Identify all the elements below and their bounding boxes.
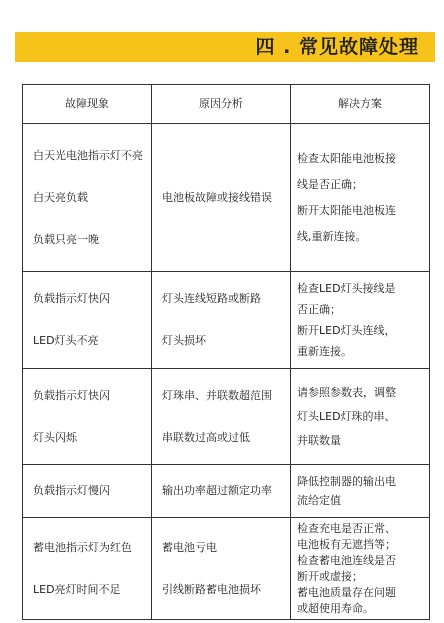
column-header-solution: 解决方案: [291, 85, 430, 124]
cause-cell: [152, 124, 291, 272]
symptom-text: LED亮灯时间不足: [33, 582, 121, 596]
cause-text: 电池板故障或接线错误: [162, 190, 272, 204]
solution-text: 检查充电是否正常、: [297, 521, 396, 535]
solution-cell: [291, 272, 430, 369]
symptom-text: 白天亮负载: [33, 190, 88, 204]
cause-cell: [152, 465, 291, 518]
solution-text: 线是否正确；: [297, 177, 363, 191]
solution-text: 灯头LED灯珠的串、: [297, 409, 396, 423]
cause-text: 引线断路蓄电池损坏: [162, 582, 261, 596]
symptom-text: 负载指示灯慢闪: [33, 484, 110, 497]
column-header-symptom: 故障现象: [23, 85, 152, 124]
solution-text: 检查蓄电池连线是否: [297, 553, 396, 567]
symptom-cell: [23, 124, 152, 272]
symptom-cell: [23, 518, 152, 620]
column-header-cause: 原因分析: [152, 85, 291, 124]
solution-text: 流给定值: [297, 494, 341, 507]
section-title: 四 . 常见故障处理: [255, 36, 419, 58]
symptom-text: 蓄电池指示灯为红色: [33, 540, 132, 554]
symptom-text: 负载指示灯快闪: [33, 292, 110, 305]
solution-cell: [291, 124, 430, 272]
solution-cell: [291, 465, 430, 518]
solution-text: 电池板有无遮挡等；: [297, 537, 396, 551]
solution-text: 断开太阳能电池板连: [297, 203, 396, 217]
section-header-bar: [15, 32, 435, 62]
symptom-cell: [23, 272, 152, 369]
solution-text: 断开LED灯头连线，: [297, 324, 396, 337]
cause-text: 串联数过高或过低: [162, 430, 250, 444]
solution-text: 断开或虚接；: [297, 569, 363, 583]
troubleshooting-table: [22, 84, 430, 620]
table-row: [23, 518, 430, 620]
table-row: [23, 272, 430, 369]
cause-text: 灯头损坏: [162, 334, 206, 347]
cause-text: 灯珠串、并联数超范围: [162, 388, 272, 402]
solution-text: 线,重新连接。: [297, 229, 367, 243]
table-header-row: [23, 85, 430, 124]
symptom-text: 白天光电池指示灯不亮: [33, 148, 143, 162]
solution-text: 重新连接。: [297, 345, 352, 358]
solution-cell: [291, 369, 430, 465]
solution-text: 检查LED灯头接线是: [297, 282, 396, 295]
symptom-text: 灯头闪烁: [33, 430, 77, 444]
cause-text: 蓄电池亏电: [162, 540, 217, 554]
solution-text: 或超使用寿命。: [297, 601, 374, 615]
table-row: [23, 124, 430, 272]
table-row: [23, 465, 430, 518]
cause-cell: [152, 369, 291, 465]
symptom-cell: [23, 465, 152, 518]
cause-cell: [152, 518, 291, 620]
solution-text: 降低控制器的输出电: [297, 475, 396, 488]
solution-text: 并联数量: [297, 433, 341, 447]
solution-cell: [291, 518, 430, 620]
solution-text: 检查太阳能电池板接: [297, 151, 396, 165]
symptom-text: LED灯头不亮: [33, 334, 99, 347]
cause-text: 输出功率超过额定功率: [162, 484, 272, 497]
solution-text: 请参照参数表，调整: [297, 385, 396, 399]
symptom-text: 负载只亮一晚: [33, 232, 99, 246]
symptom-text: 负载指示灯快闪: [33, 388, 110, 402]
symptom-cell: [23, 369, 152, 465]
solution-text: 否正确；: [297, 303, 341, 316]
table-row: [23, 369, 430, 465]
cause-cell: [152, 272, 291, 369]
solution-text: 蓄电池质量存在问题: [297, 585, 396, 599]
cause-text: 灯头连线短路或断路: [162, 292, 261, 305]
